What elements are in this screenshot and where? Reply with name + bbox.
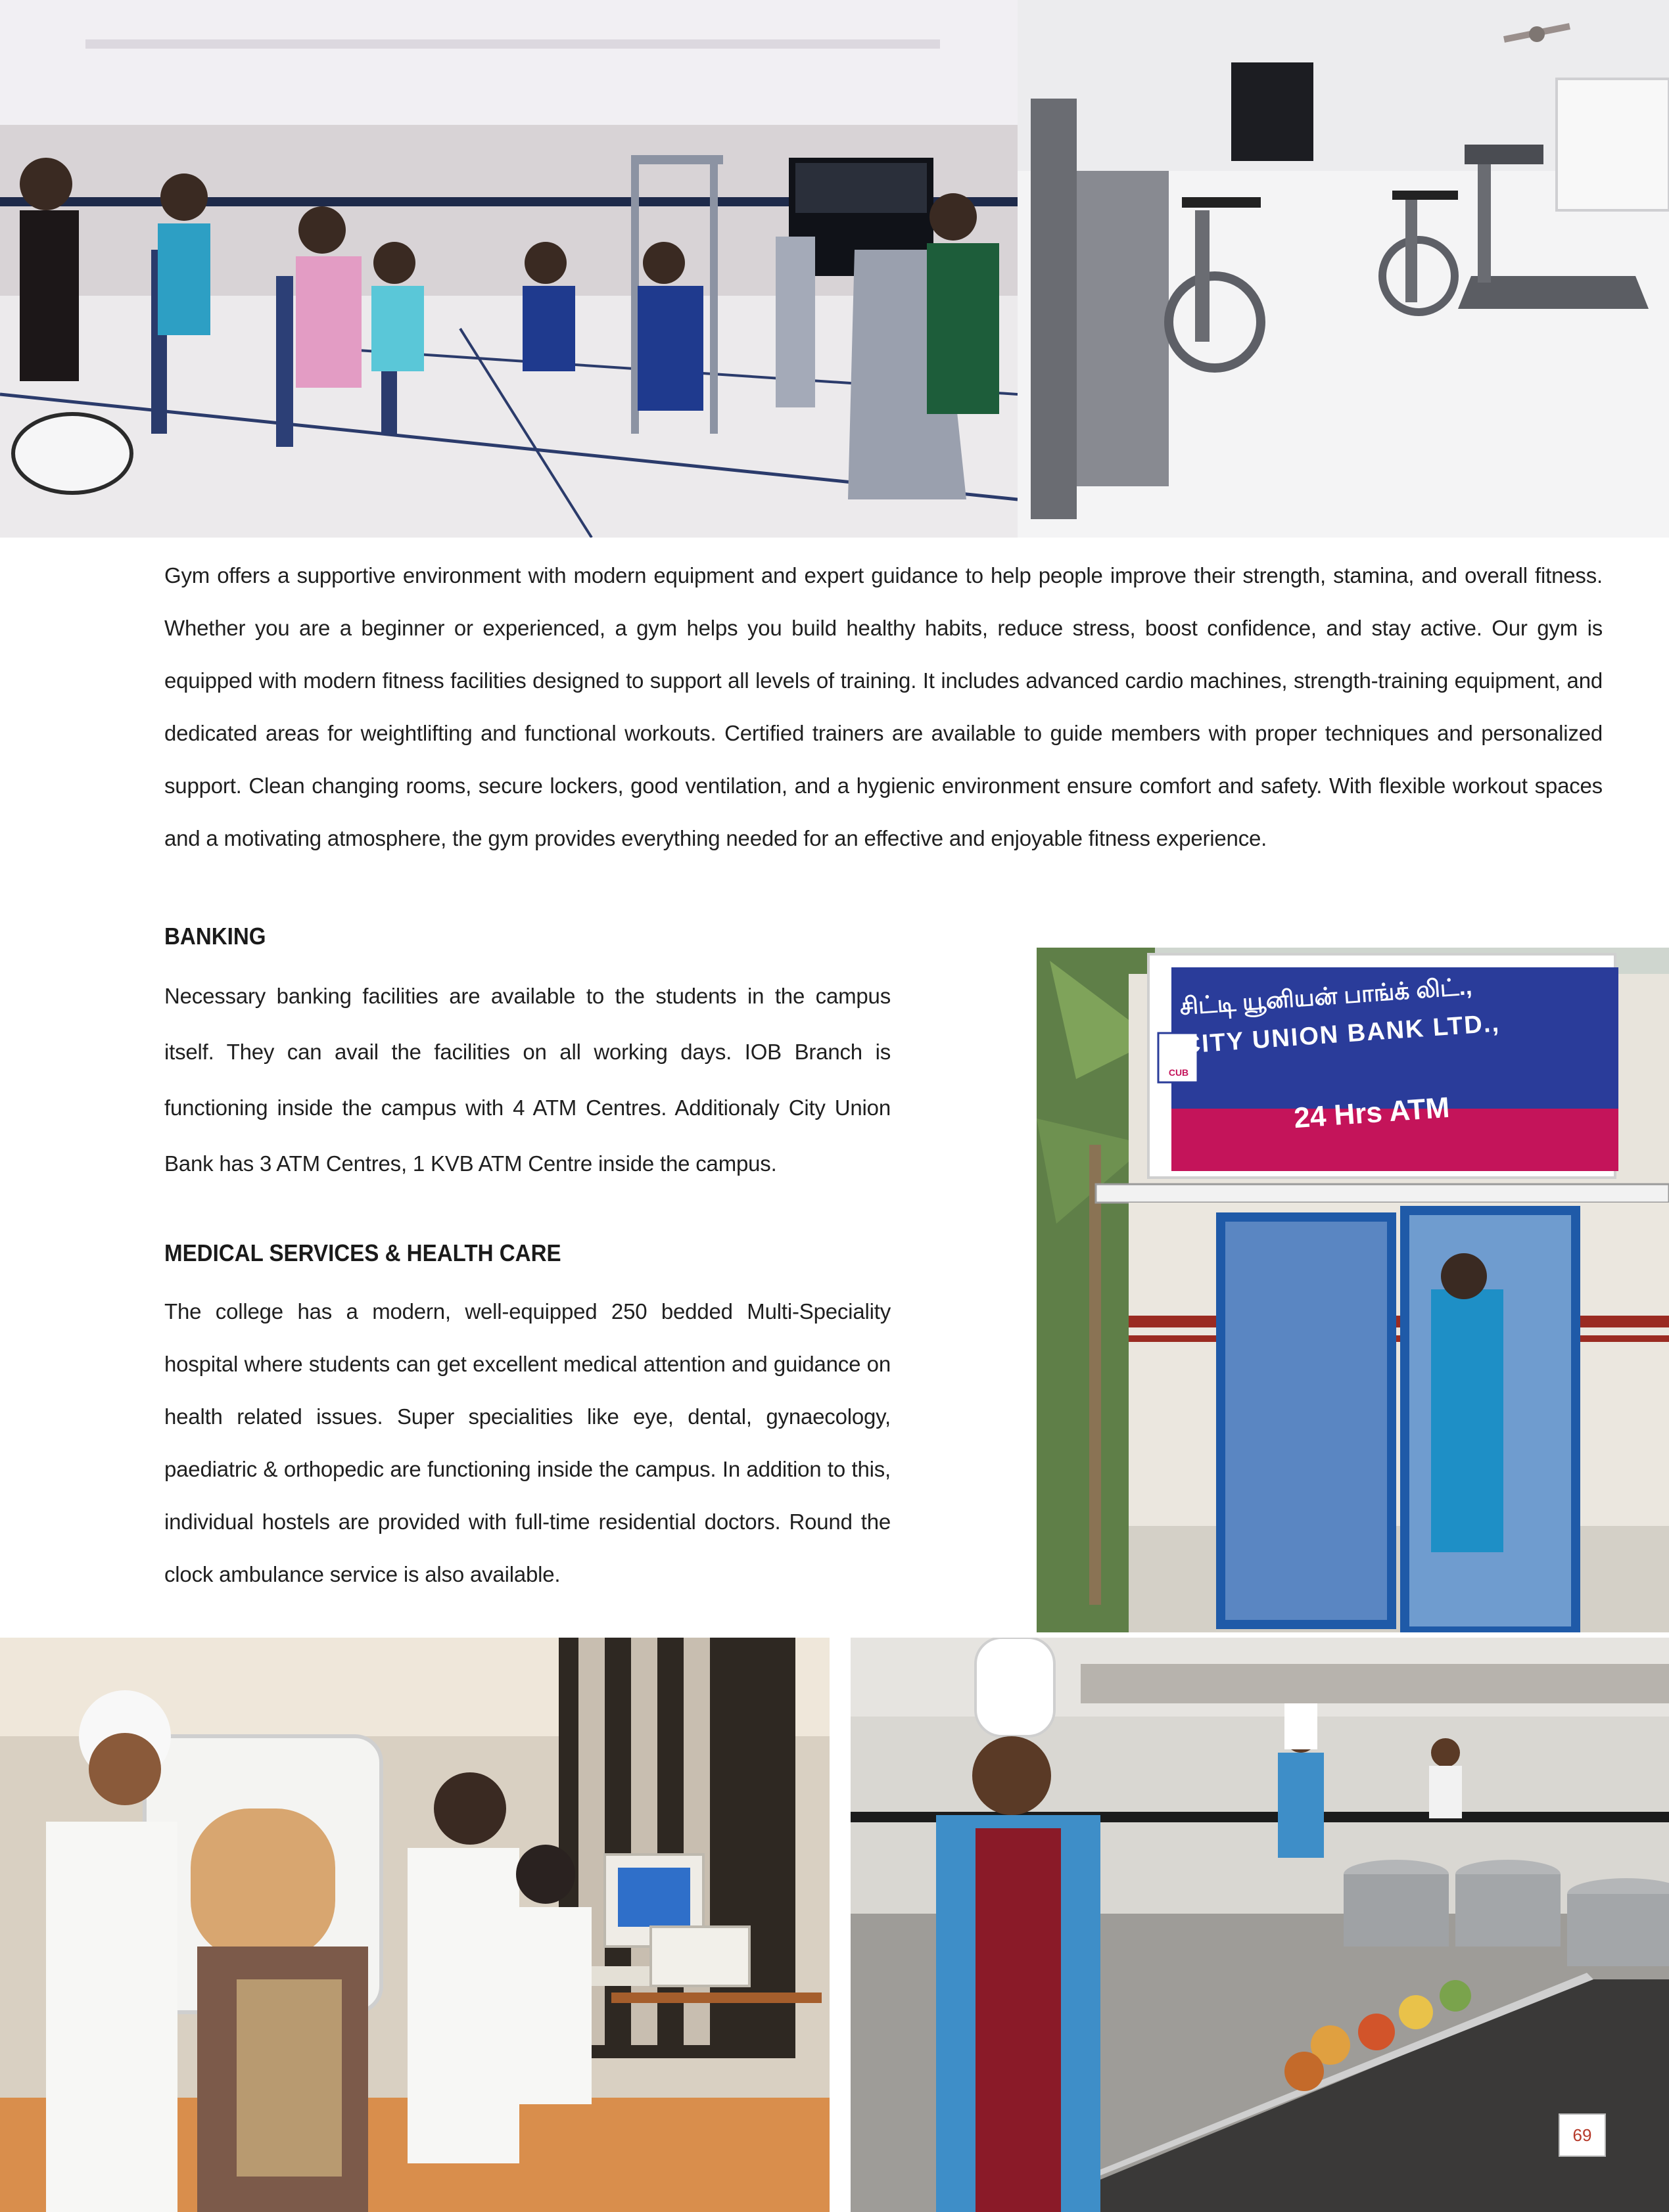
atm-sign-english: CITY UNION BANK LTD., <box>1181 1009 1501 1059</box>
cub-logo-icon: CUB <box>1168 1067 1189 1078</box>
kitchen-photo <box>851 1638 1669 2212</box>
gym-photo-left <box>0 0 1018 538</box>
banking-heading: BANKING <box>164 923 266 950</box>
atm-sign <box>1179 960 1616 1146</box>
atm-sign-hours: 24 Hrs ATM <box>1292 1091 1451 1135</box>
medical-photo <box>0 1638 830 2212</box>
medical-description: The college has a modern, well-equipped 250 bedded Multi-Speciality hospital where students can get excellent medical attention and guidance on health related issues. Super specialities like eye, dental, gynaecology, paediatric & orthopedic are functioning inside the campus. In addition to this, individual hostels are provided with full-time residential doctors. Round the clock ambulance service is also available. <box>164 1299 891 1586</box>
medical-heading: MEDICAL SERVICES & HEALTH CARE <box>164 1239 561 1266</box>
atm-sign-tamil: சிட்டி யூனியன் பாங்க் லிட்., <box>1179 972 1473 1020</box>
gym-photo-right <box>1018 0 1669 538</box>
page-number: 69 <box>1559 2113 1606 2157</box>
atm-photo <box>1037 948 1669 1632</box>
banking-description: Necessary banking facilities are available to the students in the campus itself. They can avail the facilities on all working days. IOB Branch is functioning inside the campus with 4 ATM Centres. Additionaly City Union Bank has 3 ATM Centres, 1 KVB ATM Centre inside the campus. <box>164 984 891 1176</box>
gym-description: Gym offers a supportive environment with modern equipment and expert guidance to help people improve their strength, stamina, and overall fitness. Whether you are a beginner or experienced, a gym helps you build healthy habits, reduce stress, boost confidence, and stay active. Our gym is equipped with modern fitness facilities designed to support all levels of training. It includes advanced cardio machines, strength-training equipment, and dedicated areas for weightlifting and functional workouts. Certified trainers are available to guide members with proper techniques and personalized support. Clean changing rooms, secure lockers, good ventilation, and a hygienic environment ensure comfort and safety. With flexible workout spaces and a motivating atmosphere, the gym provides everything needed for an effective and enjoyable fitness experience. <box>164 563 1603 850</box>
